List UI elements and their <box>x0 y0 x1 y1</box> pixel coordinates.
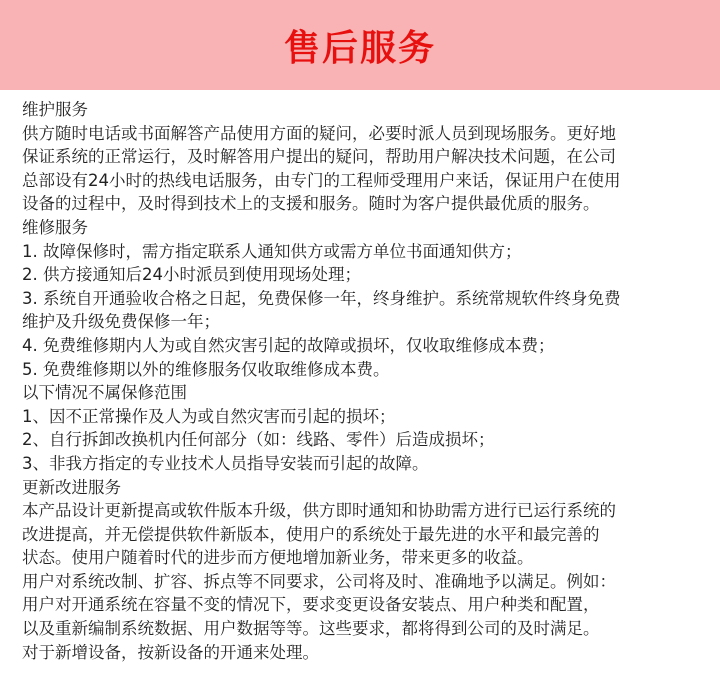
list-item: 2、自行拆卸改换机内任何部分（如：线路、零件）后造成损坏； <box>22 430 495 450</box>
service-text <box>22 98 712 664</box>
list-item: 3、非我方指定的专业技术人员指导安装而引起的故障。 <box>22 453 429 473</box>
text-line: 对于新增设备，按新设备的开通来处理。 <box>22 642 319 662</box>
list-item: 5. 免费维修期以外的维修服务仅收取维修成本费。 <box>22 359 390 379</box>
list-item: 4. 免费维修期内人为或自然灾害引起的故障或损坏，仅收取维修成本费； <box>22 335 555 355</box>
list-item: 3. 系统自开通验收合格之日起，免费保修一年，终身维护。系统常规软件终身免费 <box>22 288 621 308</box>
text-line: 总部设有24小时的热线电话服务，由专门的工程师受理用户来话，保证用户在使用 <box>22 170 621 190</box>
section-title-exclusions: 以下情况不属保修范围 <box>22 383 187 403</box>
text-line: 以及重新编制系统数据、用户数据等等。这些要求，都将得到公司的及时满足。 <box>22 619 600 639</box>
text-line: 状态。使用户随着时代的进步而方便地增加新业务，带来更多的收益。 <box>22 548 534 568</box>
list-item: 1. 故障保修时，需方指定联系人通知供方或需方单位书面通知供方； <box>22 241 522 261</box>
text-line: 保证系统的正常运行，及时解答用户提出的疑问，帮助用户解决技术问题，在公司 <box>22 147 616 167</box>
text-line: 用户对开通系统在容量不变的情况下，要求变更设备安装点、用户种类和配置， <box>22 595 600 615</box>
section-title-repair: 维修服务 <box>22 217 88 237</box>
text-line: 维护及升级免费保修一年； <box>22 312 220 332</box>
text-line: 用户对系统改制、扩容、拆点等不同要求，公司将及时、准确地予以满足。例如： <box>22 571 616 591</box>
text-line: 设备的过程中，及时得到技术上的支援和服务。随时为客户提供最优质的服务。 <box>22 194 600 214</box>
list-item: 1、因不正常操作及人为或自然灾害而引起的损坏； <box>22 406 396 426</box>
header-banner <box>0 0 720 90</box>
page-title: 售后服务 <box>283 27 436 69</box>
text-line: 本产品设计更新提高或软件版本升级，供方即时通知和协助需方进行已运行系统的 <box>22 501 616 521</box>
list-item: 2. 供方接通知后24小时派员到使用现场处理； <box>22 265 361 285</box>
section-title-upgrade: 更新改进服务 <box>22 477 121 497</box>
text-line: 改进提高，并无偿提供软件新版本，使用户的系统处于最先进的水平和最完善的 <box>22 524 600 544</box>
text-line: 供方随时电话或书面解答产品使用方面的疑问，必要时派人员到现场服务。更好地 <box>22 123 616 143</box>
section-title-maintenance: 维护服务 <box>22 100 88 119</box>
